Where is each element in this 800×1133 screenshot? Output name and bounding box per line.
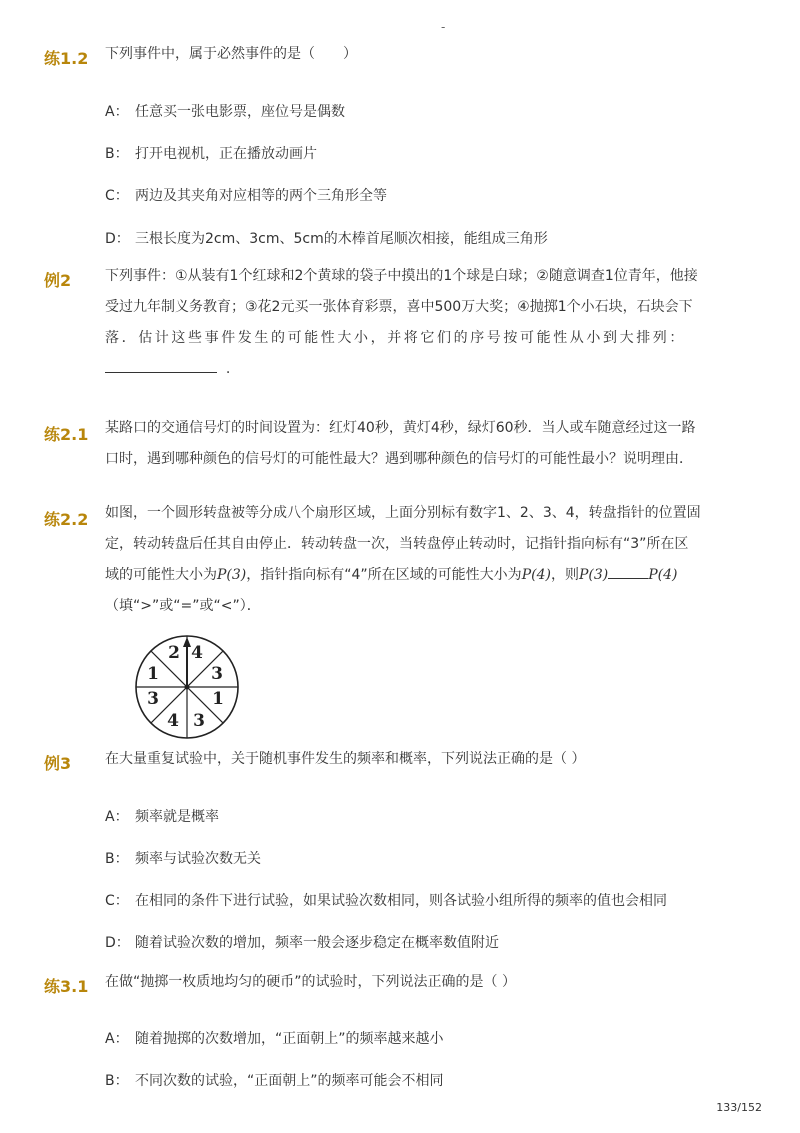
question-tag: 例2 [44,271,72,290]
option-text: 打开电视机，正在播放动画片 [135,146,317,162]
text-line: 定，转动转盘后任其自由停止．转动转盘一次，当转盘停止转动时，记指针指向标有“3”所在区 [105,536,689,552]
text-line: 受过九年制义务教育；③花2元买一张体育彩票，喜中500万大奖；④抛掷1个小石块，石块会下 [105,299,693,315]
option-label: A： [105,104,129,120]
text-segment: 域的可能性大小为 [105,567,217,583]
spinner-wheel [132,632,242,742]
option-label: B： [105,851,129,867]
probability-p4: P(4) [648,567,678,583]
option-a [105,101,345,121]
question-tag: 练3.1 [44,977,89,996]
option-text: 不同次数的试验，“正面朝上”的频率可能会不相同 [135,1073,444,1089]
option-d [105,932,499,952]
pointer-arrow-icon [183,637,191,647]
sector-number: 1 [147,664,159,684]
sector-number: 3 [211,664,223,684]
text-line: 落．估计这些事件发生的可能性大小，并将它们的序号按可能性从小到大排列： [105,330,686,346]
text-line: 下列事件：①从装有1个红球和2个黄球的袋子中摸出的1个球是白球；②随意调查1位青年，他接 [105,268,698,284]
option-d [105,228,548,248]
option-label: C： [105,188,129,204]
option-a [105,806,219,826]
option-label: B： [105,146,129,162]
option-text: 随着试验次数的增加，频率一般会逐步稳定在概率数值附近 [135,935,499,951]
option-label: A： [105,809,129,825]
option-b [105,143,317,163]
pointer [183,637,191,690]
question-body [105,498,715,622]
option-c [105,185,387,205]
option-b [105,1070,444,1090]
option-text: 在相同的条件下进行试验，如果试验次数相同，则各试验小组所得的频率的值也会相同 [135,893,667,909]
sector-number: 3 [147,689,159,709]
option-label: D： [105,231,130,247]
sector-number: 4 [191,643,203,663]
option-label: B： [105,1073,129,1089]
option-c [105,890,667,910]
page-number: 133/152 [716,1101,762,1114]
text-line: 口时，遇到哪种颜色的信号灯的可能性最大？遇到哪种颜色的信号灯的可能性最小？说明理由． [105,451,693,467]
question-body [105,413,705,475]
option-a [105,1028,444,1048]
option-label: D： [105,935,130,951]
option-b [105,848,261,868]
option-text: 随着抛掷的次数增加，“正面朝上”的频率越来越小 [135,1031,444,1047]
question-stem: 在做“抛掷一枚质地均匀的硬币”的试验时，下列说法正确的是（ ） [105,974,516,990]
answer-blank[interactable] [608,564,648,579]
option-text: 任意买一张电影票，座位号是偶数 [135,104,345,120]
top-mark: - [441,20,446,34]
answer-blank[interactable] [105,356,217,373]
text-segment: ，指针指向标有“4”所在区域的可能性大小为 [246,567,522,583]
text-line [105,354,715,385]
sector-number: 3 [193,711,205,731]
option-text: 两边及其夹角对应相等的两个三角形全等 [135,188,387,204]
question-body [105,261,715,385]
option-text: 频率就是概率 [135,809,219,825]
option-label: C： [105,893,129,909]
text-line: 某路口的交通信号灯的时间设置为：红灯40秒，黄灯4秒，绿灯60秒．当人或车随意经过这一路 [105,420,696,436]
option-text: 频率与试验次数无关 [135,851,261,867]
probability-p3: P(3) [578,567,609,583]
sector-number: 2 [168,643,180,663]
probability-p4: P(4) [521,567,551,583]
question-tag: 练2.1 [44,425,89,444]
question-tag: 练1.2 [44,49,89,68]
question-stem: 下列事件中，属于必然事件的是（ ） [105,46,357,62]
text-line: 如图，一个圆形转盘被等分成八个扇形区域，上面分别标有数字1、2、3、4，转盘指针的位置固 [105,505,701,521]
probability-p3: P(3) [217,567,247,583]
text-line: （填“>”或“=”或“<”）． [105,598,261,614]
text-segment: ，则 [550,567,579,583]
sector-number: 1 [212,689,224,709]
sector-number: 4 [167,711,179,731]
option-text: 三根长度为2cm、3cm、5cm的木棒首尾顺次相接，能组成三角形 [135,231,548,247]
period: . [225,361,231,377]
text-line [105,560,715,591]
question-tag: 例3 [44,754,72,773]
pointer-pivot [185,685,190,690]
question-tag: 练2.2 [44,510,89,529]
option-label: A： [105,1031,129,1047]
question-stem: 在大量重复试验中，关于随机事件发生的频率和概率，下列说法正确的是（ ） [105,751,586,767]
